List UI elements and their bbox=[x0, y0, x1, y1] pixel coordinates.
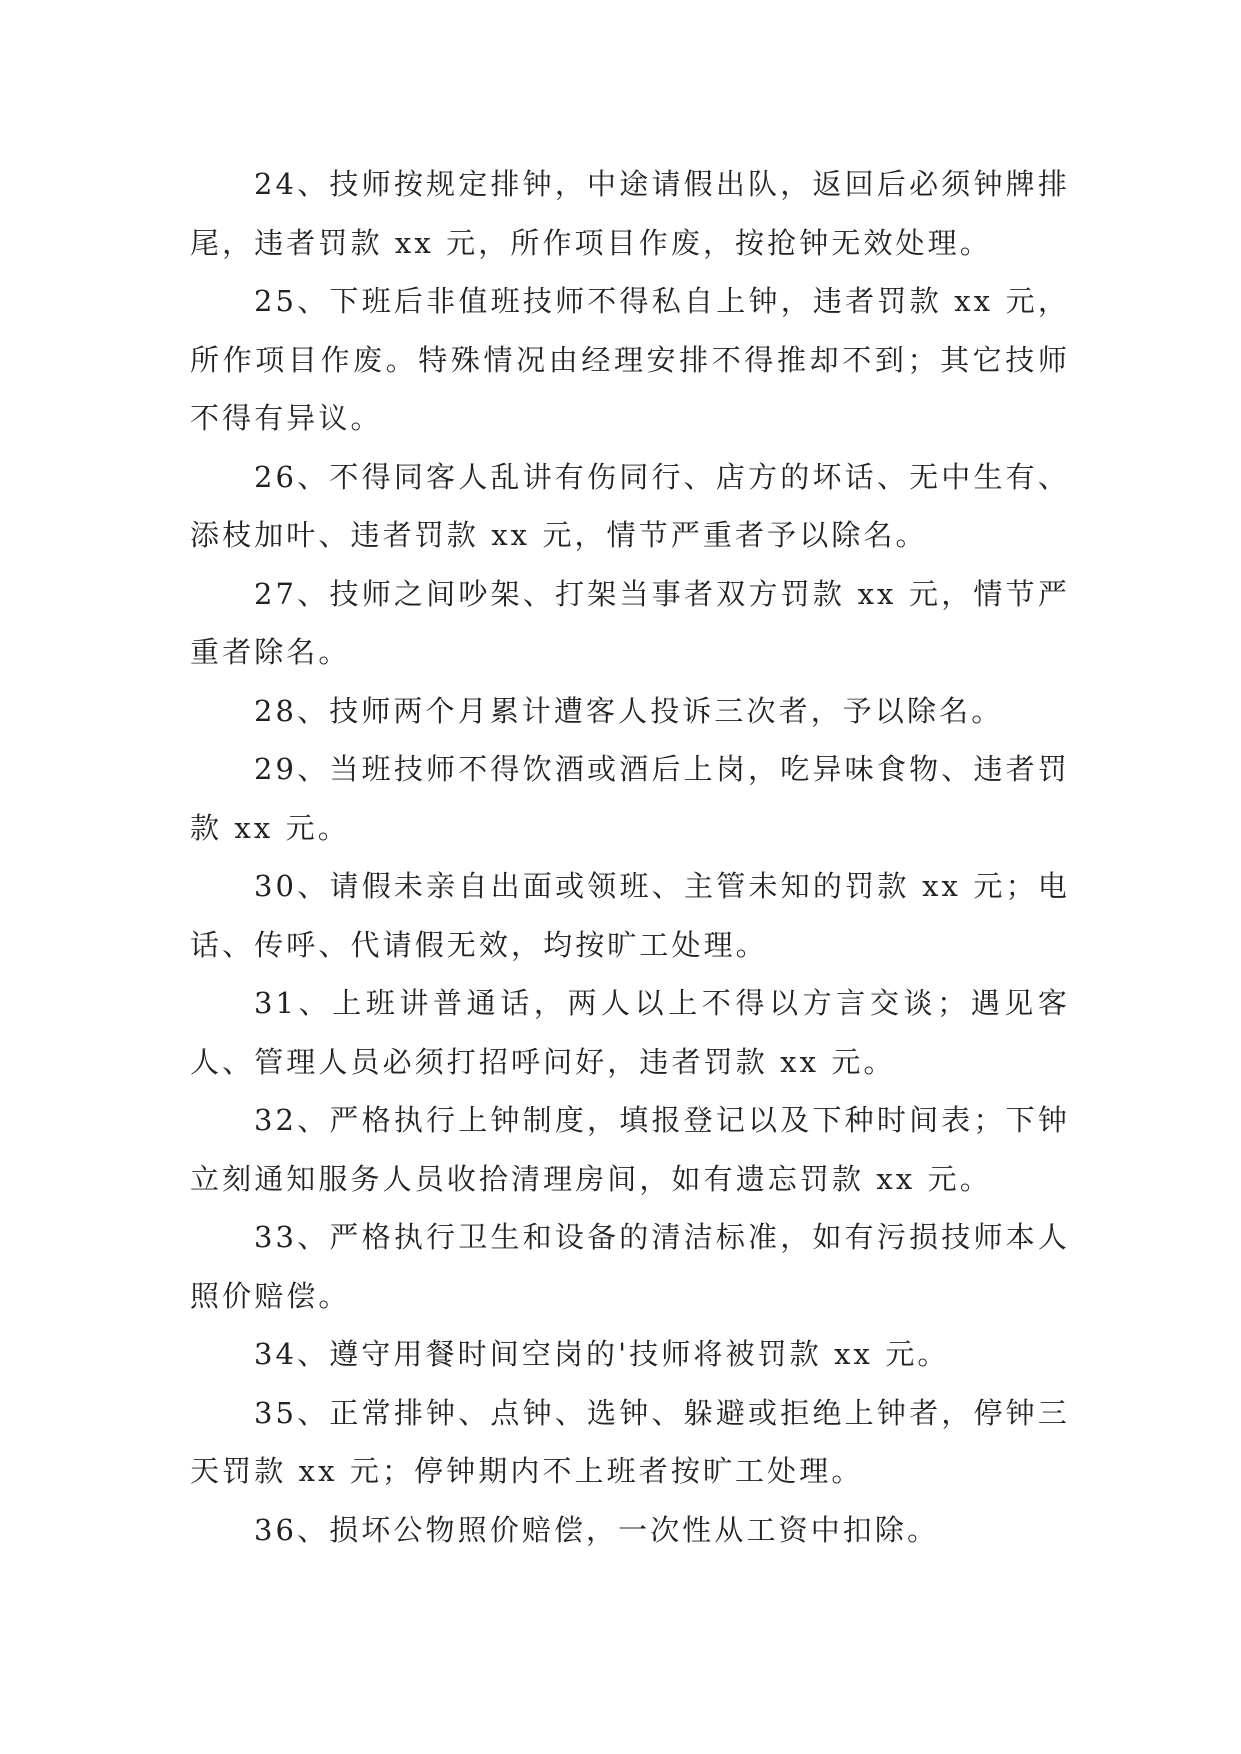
rule-paragraph-33: 33、严格执行卫生和设备的清洁标准，如有污损技师本人照价赔偿。 bbox=[190, 1220, 1070, 1313]
rule-paragraph-28: 28、技师两个月累计遭客人投诉三次者，予以除名。 bbox=[254, 693, 1004, 728]
rule-paragraph-34: 34、遵守用餐时间空岗的'技师将被罚款 xx 元。 bbox=[254, 1337, 950, 1371]
rule-paragraph-36: 36、损坏公物照价赔偿，一次性从工资中扣除。 bbox=[254, 1512, 940, 1547]
rule-paragraph-31: 31、上班讲普通话，两人以上不得以方言交谈；遇见客人、管理人员必须打招呼问好，违者罚款 xx 元。 bbox=[190, 986, 1070, 1079]
rule-paragraph-29: 29、当班技师不得饮酒或酒后上岗，吃异味食物、违者罚款 xx 元。 bbox=[190, 752, 1070, 845]
rule-paragraph-35: 35、正常排钟、点钟、选钟、躲避或拒绝上钟者，停钟三天罚款 xx 元；停钟期内不上班者按旷工处理。 bbox=[190, 1395, 1070, 1488]
document-body bbox=[190, 155, 1070, 1559]
rule-paragraph-24: 24、技师按规定排钟，中途请假出队，返回后必须钟牌排尾，违者罚款 xx 元，所作项目作废，按抢钟无效处理。 bbox=[190, 167, 1070, 260]
rule-paragraph-25: 25、下班后非值班技师不得私自上钟，违者罚款 xx 元，所作项目作废。特殊情况由经理安排不得推却不到；其它技师不得有异议。 bbox=[190, 284, 1070, 435]
rule-paragraph-32: 32、严格执行上钟制度，填报登记以及下种时间表；下钟立刻通知服务人员收拾清理房间，如有遗忘罚款 xx 元。 bbox=[190, 1103, 1070, 1196]
rule-paragraph-26: 26、不得同客人乱讲有伤同行、店方的坏话、无中生有、添枝加叶、违者罚款 xx 元，情节严重者予以除名。 bbox=[190, 459, 1070, 552]
rule-paragraph-30: 30、请假未亲自出面或领班、主管未知的罚款 xx 元；电话、传呼、代请假无效，均按旷工处理。 bbox=[190, 869, 1070, 962]
rule-paragraph-27: 27、技师之间吵架、打架当事者双方罚款 xx 元，情节严重者除名。 bbox=[190, 576, 1070, 669]
